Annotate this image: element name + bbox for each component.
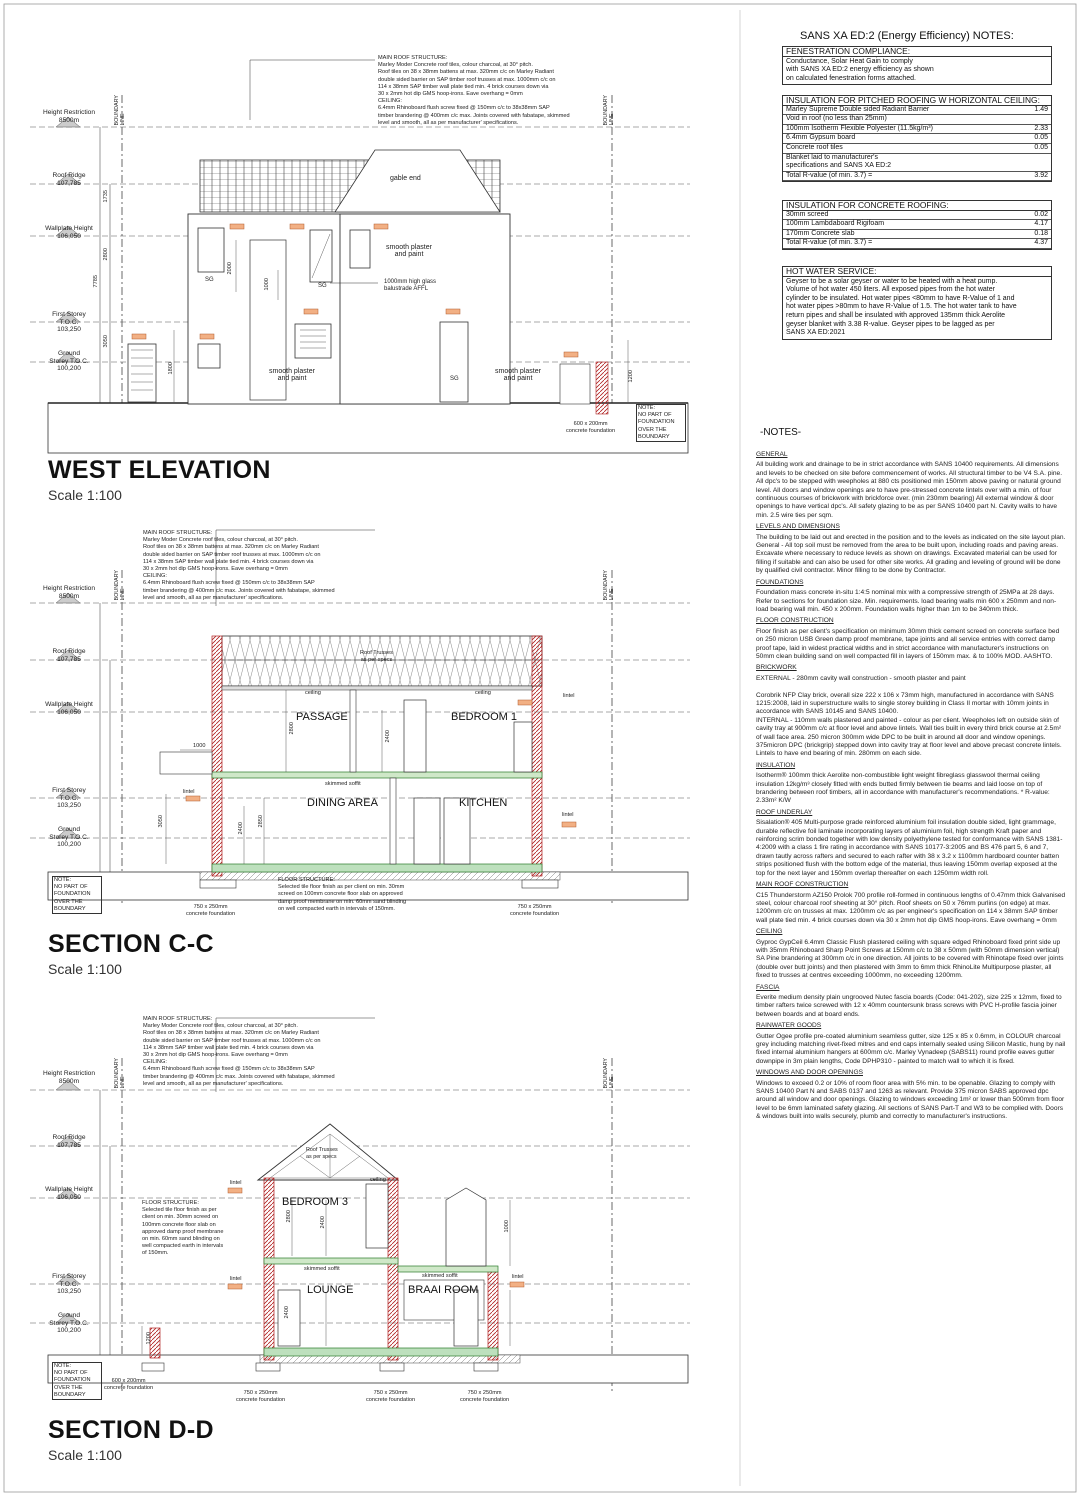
dd-lintel-label-1: lintel	[230, 1180, 242, 1186]
cc-lintel-label-2: lintel	[562, 812, 574, 818]
note-section-heading: RAINWATER GOODS	[756, 1022, 822, 1030]
note-section-text: EXTERNAL - 280mm cavity wall construction - smooth plaster and paint Corobrik NFP Clay brick, overall size 222 x 106 x 73mm high, manufactured in accordance with SANS 1215:2008, laid in superstructure walls to single storey building in Class II mortar with 10mm joints in accordance with SANS 10145 and SANS 10400. INTERNAL - 110mm walls plastered and painted - colour as per client. Weepholes left on outside skin of cavity tray at 900mm c/c at floor level and above lintels. Wall ties built in every third brick course at 2.5m² of wall face area. 250 micron 300mm wide DPC to be built in around all door and window openings. 375micron DPC (brickgrip) stepped down into cavity tray at floor level and above precast concrete lintels. Lintels to have end bearing of min. 280mm on each side.	[756, 674, 1062, 758]
note-section-heading: WINDOWS AND DOOR OPENINGS	[756, 1069, 863, 1077]
west-level-height-restriction: Height Restriction 8500m	[42, 109, 96, 124]
pitched-row	[783, 125, 1051, 135]
section-cc-title: SECTION C-C	[48, 930, 214, 958]
concrete-row	[783, 211, 1051, 221]
concrete-row-label: 170mm Concrete slab	[786, 229, 855, 237]
dd-ceiling-label: ceiling	[370, 1177, 386, 1183]
pitched-row-label: Total R-value (of min. 3.7) =	[786, 171, 873, 179]
cc-foundation-right: 750 x 250mm concrete foundation	[510, 904, 560, 918]
note-section-heading: FOUNDATIONS	[756, 578, 804, 586]
pitched-row-value: 3.92	[1034, 171, 1048, 179]
note-section-text: Sisalation® 405 Multi-purpose grade reinforced aluminium foil insulation double sided, light grammage, durable reflective foil laminate incorporating layers of aluminium foil, high strength Kraft paper and reinforcing scrim bonded together with low density polyethylene tested for conformance with SANS 1381-4:2009 with a class 1 fire rating in accordance with SANS 10177-3:2005 and BS 476 part 5, 6 and 7, drawn tautly across rafters and secured to each rafter with 38 x 3.2 x 1100mm hardboard counter batten strips positioned flush with the bottom edge of the material, thus leaving 150mm overlap exposed at the top for the next layer and 150mm overlap thereafter on each 1250mm width roll.	[756, 819, 1063, 877]
note-section-text: C15 Thunderstorm AZ150 Prolok 700 profile roll-formed in continuous lengths of 0.47mm thick Galvanised steel, colour charcoal roof sheeting at 30° pitch. Roof sheets on 50 x 76mm purlins (on edge) at max. 1200mm c/c on trusses at max. 1200mm c/c as per engineer's specification on 114 x 38mm SAP timber wall plate tied min. 4 brick courses down via 30 x 2mm hot dip GMS hoop-irons. Eave overhang = 0mm	[756, 891, 1066, 924]
cc-dining-label: DINING AREA	[307, 797, 378, 809]
concrete-row	[783, 230, 1051, 240]
west-smooth-plaster-label-3: smooth plaster and paint	[495, 368, 541, 383]
cc-roof-trusses-label: Roof Trusses as per specs	[360, 650, 393, 664]
cc-roof-structure-note: MAIN ROOF STRUCTURE: Marley Moder Concrete roof tiles, colour charcoal, at 30° pitch. Roof tiles on 38 x 38mm battens at max. 320mm c/c on Marley Radiant double sided barrier on SAP timber roof trusses at max. 1000mm c/c on 114 x 38mm SAP timber wall plate tied min. 4 brick courses down via 30 x 2mm hot dip GMS hoop-irons. Eave overhang = 0mm CEILING: 6.4mm Rhinoboard flush screw fixed @ 150mm c/c to 38x38mm SAP timber brandering @ 400mm c/c max. Joints covered with fabatape, skimmed level and smooth, all as per manufacturer' specifications.	[143, 530, 335, 601]
dd-foundation-2: 750 x 250mm concrete foundation	[366, 1390, 416, 1404]
pitched-row-label: Concrete roof tiles	[786, 143, 843, 151]
west-dim-1200: 1200	[628, 370, 634, 383]
dd-bedroom3-label: BEDROOM 3	[282, 1196, 349, 1208]
pitched-row-value: 0.05	[1034, 143, 1048, 151]
note-section-text: Gutter Ogee profile pre-coated aluminium seamless gutter, size 125 x 85 x 0.6mm, in COLOUR charcoal grey including matching rivet-fixed mitres and end caps internally sealed using Silicon Mastic, hung by nail fixed internal aluminium hangers at 600mm c/c. Marley Vynadeep (SABS11) round profile eaves gutter downpipe in 3m plain lengths, Code DPHP310 - painted to match wall to which it is fixed.	[756, 1032, 1066, 1065]
dd-level-wallplate: Wallplate Height 106,050	[45, 1186, 93, 1201]
concrete-title: INSULATION FOR CONCRETE ROOFING:	[783, 201, 1051, 211]
west-level-wallplate: Wallplate Height 106,050	[45, 225, 93, 240]
cc-boundary-left: BOUNDARY LINE	[114, 570, 126, 601]
note-section-text: All building work and drainage to be in strict accordance with SANS 10400 requirements. All dimensions and levels to be checked on site before commencement of works. All structural timber to be V4 S.A. pine. All dpc's to be stepped with weepholes at 880 cts positioned min 150mm above paving or natural ground level. All doors and window openings are to have pre-stressed concrete lintels over with a min. of four continuous courses of brickwork with brickforce over. (min 230mm bearing) All external window & door openings to have vertical dpc's. All safety glazing to be as per SANS 10400 part N. Cavity walls to have min. 2.5 wire ties per sqm.	[756, 461, 1063, 519]
note-section-text: Isotherm® 100mm thick Aerolite non-combustible light weight fibreglass glasswool thermal ceiling insulation 12kg/m³ closely fitted with ends butted firmly between tie beams and laid loose on top of brandering between roof timbers, all in accordance with manufacturer's recommendations. * R-value: 2.33m² K/W	[756, 772, 1050, 805]
cc-bedroom1-label: BEDROOM 1	[451, 711, 518, 723]
dd-skimmed-soffit-label-1: skimmed soffit	[304, 1266, 340, 1272]
west-sg-label-2: SG	[318, 283, 327, 289]
dd-level-height-restriction: Height Restriction 8500m	[42, 1070, 96, 1085]
cc-dim-2800: 2800	[289, 722, 295, 735]
cc-dim-1000: 1000	[193, 743, 206, 749]
note-section-heading: INSULATION	[756, 761, 796, 769]
cc-skimmed-soffit-label: skimmed soffit	[325, 781, 361, 787]
section-cc-scale: Scale 1:100	[48, 961, 122, 977]
cc-boundary-right: BOUNDARY LINE	[603, 570, 615, 601]
fenestration-text: Conductance, Solar Heat Gain to comply with SANS XA ED:2 energy efficiency as shown on calculated fenestration forms attached.	[786, 57, 934, 82]
hot-water-text: Geyser to be a solar geyser or water to be heated with a heat pump. Volume of hot water 450 liters. All exposed pipes from the hot water cylinder to be insulated. Hot water pipes <80mm to have R-Value of 1 and hot water pipes >80mm to have R-Value of 1.5. The hot water tank to have return pipes and shall be insulated with approved 135mm thick Aerolite geyser blanket with 3.38 R-value. Geyser pipes to be lagged as per SANS XA ED:2021	[786, 277, 1017, 337]
west-dim-1000: 1000	[264, 278, 270, 291]
dd-lintel-label-2: lintel	[230, 1276, 242, 1282]
dd-roof-trusses-label: Roof Trusses as per specs	[306, 1147, 338, 1161]
concrete-row-value: 4.37	[1034, 239, 1048, 247]
dd-foundation-3: 750 x 250mm concrete foundation	[460, 1390, 510, 1404]
note-section-text: Floor finish as per client's specification on minimum 30mm thick cement screed on concrete surface bed on 250 micron USB Green damp proof membrane, tape joints and all service entries with correct damp proof tape, laid in widest practical widths and in strict accordance with manufacturer's instructions on 50mm clean building sand on well compacted fill in layers of 150mm max. & to 100% MOD. AASHTO.	[756, 627, 1060, 660]
west-dim-7785: 7785	[93, 275, 99, 288]
dd-braai-room-label: BRAAI ROOM	[408, 1284, 479, 1296]
west-balustrade-label: 1000mm high glass balustrade AFFL	[384, 279, 437, 293]
dd-skimmed-soffit-label-2: skimmed soffit	[422, 1273, 458, 1279]
dd-foundation-small: 600 x 200mm concrete foundation	[104, 1378, 154, 1392]
pitched-row	[783, 154, 1051, 172]
dd-roof-structure-note: MAIN ROOF STRUCTURE: Marley Moder Concrete roof tiles, colour charcoal, at 30° pitch. Roof tiles on 38 x 38mm battens at max. 320mm c/c on Marley Radiant double sided barrier on SAP timber roof trusses at max. 1000mm c/c on 114 x 38mm SAP timber wall plate tied min. 4 brick courses down via 30 x 2mm hot dip GMS hoop-irons. Eave overhang = 0mm CEILING: 6.4mm Rhinoboard flush screw fixed @ 150mm c/c to 38x38mm SAP timber brandering @ 400mm c/c max. Joints covered with fabatape, skimmed level and smooth, all as per manufacturer' specifications.	[143, 1016, 335, 1087]
west-sg-label-1: SG	[205, 277, 214, 283]
note-section-text: Gyproc GypCeil 6.4mm Classic Flush plastered ceiling with square edged Rhinoboard fixed print side up with 35mm Rhinoboard Sharp Point Screws at 150mm c/c to 38 x 50mm (with 50mm dimension vertical) SA Pine brandering at 300mm c/c in one direction. All joints to be covered with Rhinotape fixed over joints (double over butt joints) and then plastered with 3mm to 6mm thick RhinoLite Multipurpose plaster, all fixed to trusses at centres exceeding 1000mm, no exceeding 1200mm.	[756, 938, 1064, 980]
pitched-row-value: 2.33	[1034, 124, 1048, 132]
cc-floor-structure-note: FLOOR STRUCTURE: Selected tile floor finish as per client on min. 30mm screed on 100mm concrete floor slab on approved damp proof membrane on min. 60mm sand blinding on well compacted earth in intervals of 150mm.	[278, 877, 407, 912]
section-dd-scale: Scale 1:100	[48, 1447, 122, 1463]
dd-dim-1000: 1000	[504, 1220, 510, 1233]
section-dd-title: SECTION D-D	[48, 1416, 214, 1444]
cc-dim-2400b: 2400	[238, 822, 244, 835]
pitched-row-value: 0.05	[1034, 134, 1048, 142]
pitched-row-label: Void in roof (no less than 25mm)	[786, 115, 887, 123]
energy-heading: SANS XA ED:2 (Energy Efficiency) NOTES:	[800, 30, 1014, 42]
note-section-heading: CEILING	[756, 928, 783, 936]
cc-passage-label: PASSAGE	[296, 711, 348, 723]
note-section-heading: LEVELS AND DIMENSIONS	[756, 523, 840, 531]
dd-dim-1200: 1200	[146, 1332, 152, 1345]
cc-foundation-left: 750 x 250mm concrete foundation	[186, 904, 236, 918]
pitched-row-label: Marley Supreme Double sided Radiant Barrier	[786, 105, 930, 113]
hot-water-table	[782, 266, 1052, 340]
pitched-row	[783, 134, 1051, 144]
cc-dim-2850: 2850	[258, 815, 264, 828]
dd-level-ground-storey: Ground Storey T.O.C. 100,200	[49, 1312, 89, 1335]
note-section-heading: BRICKWORK	[756, 664, 797, 672]
cc-ceiling-label-1: ceiling	[305, 690, 321, 696]
west-dim-1800: 1800	[168, 362, 174, 375]
cc-lintel-label-1: lintel	[183, 789, 195, 795]
concrete-row-label: Total R-value (of min. 3.7) =	[786, 239, 873, 247]
concrete-row	[783, 239, 1051, 249]
cc-level-height-restriction: Height Restriction 8500m	[42, 585, 96, 600]
concrete-row-value: 0.18	[1034, 229, 1048, 237]
concrete-row-value: 4.17	[1034, 220, 1048, 228]
fenestration-title: FENESTRATION COMPLIANCE:	[783, 47, 1051, 57]
west-level-roof-ridge: Roof Ridge 107,785	[52, 172, 86, 187]
dd-dim-2400b: 2400	[284, 1306, 290, 1319]
west-elevation-title: WEST ELEVATION	[48, 456, 271, 484]
dd-foundation-1: 750 x 250mm concrete foundation	[236, 1390, 286, 1404]
note-section-text: Everite medium density plain ungrooved Nutec fascia boards (Code: 041-202), size 225 x 12mm, fixed to timber rafters twice screwed with 12 x 40mm countersunk brass screws with PVC H-profile fascia joiner between boards and at board ends.	[756, 993, 1062, 1018]
west-dim-1735: 1735	[103, 190, 109, 203]
west-dim-2000: 2000	[227, 262, 233, 275]
dd-dim-2800: 2800	[286, 1210, 292, 1223]
note-section-heading: FASCIA	[756, 983, 780, 991]
west-boundary-left: BOUNDARY LINE	[114, 95, 126, 126]
cc-level-roof-ridge: Roof Ridge 107,785	[52, 648, 86, 663]
pitched-row-value	[1008, 115, 1048, 124]
cc-level-first-storey: First Storey T.O.C. 103,250	[52, 787, 86, 810]
pitched-row-value	[1008, 154, 1048, 171]
note-section-text: Windows to exceed 0.2 or 10% of room floor area with 5% min. to be openable. Glazing to comply with SANS 10400 Part N and SABS 0137 and 1263 as relevant. Provide 375 micron SABS approved dpc around all window and door openings. Glazing to windows exceeding 1m² or lower than 500mm from floor level to be 6mm laminated safety glazing. All sections of SANS Part-T and W3 to be complied with. Doors & windows built into walls securely, plumb and correctly to manufacturer's instructions.	[756, 1079, 1065, 1121]
concrete-row-label: 100mm Lambdaboard Rigifoam	[786, 220, 885, 228]
dd-dim-2400a: 2400	[320, 1216, 326, 1229]
dd-boundary-right: BOUNDARY LINE	[603, 1058, 615, 1089]
west-level-first-storey: First Storey T.O.C. 103,250	[52, 311, 86, 334]
pitched-title: INSULATION FOR PITCHED ROOFING W HORIZONTAL CEILING:	[783, 96, 1051, 106]
concrete-row-label: 30mm screed	[786, 210, 829, 218]
cc-lintel-label-3: lintel	[563, 693, 575, 699]
west-smooth-plaster-label: smooth plaster and paint	[386, 244, 432, 259]
concrete-roof-table	[782, 200, 1052, 250]
west-foundation-label: 600 x 200mm concrete foundation	[566, 421, 616, 435]
pitched-row-label: Blanket laid to manufacturer's specifications and SANS XA ED:2	[786, 153, 892, 170]
cc-level-wallplate: Wallplate Height 106,050	[45, 701, 93, 716]
west-dim-3050: 3050	[103, 335, 109, 348]
fenestration-table	[782, 46, 1052, 85]
west-level-ground-storey: Ground Storey T.O.C. 100,200	[49, 350, 89, 373]
pitched-row-label: 6.4mm Gypsum board	[786, 134, 856, 142]
notes-column	[756, 448, 1066, 1125]
note-section-text: Foundation mass concrete in-situ 1:4:5 nominal mix with a compressive strength of 25MPa at 28 days. Refer to sections for foundation size. Min. requirements. load bearing walls min 600 x 250mm and non-load bearing wall min. 450 x 200mm. Foundation walls higher than 1m to be 340mm thick.	[756, 589, 1057, 613]
note-section-text: The building to be laid out and erected in the position and to the levels as indicated on the site layout plan. General - All top soil must be removed from the area to be built upon, including roads and paving areas. Excavate where necessary to reduce levels as shown on drawings. Excavated material can be used for filling if suitable and can also be used for other site works. All grading and leveling of ground will be done by qualified civil contractor. Minor filling to be done by Contractor.	[756, 533, 1066, 575]
dd-lintel-label-3: lintel	[512, 1274, 524, 1280]
west-elevation-scale: Scale 1:100	[48, 487, 122, 503]
pitched-roof-table	[782, 95, 1052, 182]
west-sg-label-3: SG	[450, 376, 459, 382]
cc-ceiling-label-2: ceiling	[475, 690, 491, 696]
cc-dim-3050: 3050	[158, 815, 164, 828]
dd-level-first-storey: First Storey T.O.C. 103,250	[52, 1273, 86, 1296]
west-roof-structure-note: MAIN ROOF STRUCTURE: Marley Moder Concrete roof tiles, colour charcoal, at 30° pitch. Roof tiles on 38 x 38mm battens at max. 320mm c/c on Marley Radiant double sided barrier on SAP timber roof trusses at max. 1000mm c/c on 114 x 38mm SAP timber wall plate tied min. 4 brick courses down via 30 x 2mm hot dip GMS hoop-irons. Eave overhang = 0mm CEILING: 6.4mm Rhinoboard flush screw fixed @ 150mm c/c to 38x38mm SAP timber brandering @ 400mm c/c max. Joints covered with fabatape, skimmed level and smooth, all as per manufacturer' specifications.	[378, 55, 570, 126]
concrete-row-value: 0.02	[1034, 210, 1048, 218]
dd-level-roof-ridge: Roof Ridge 107,785	[52, 1134, 86, 1149]
pitched-row	[783, 172, 1051, 182]
note-section-heading: GENERAL	[756, 451, 788, 458]
pitched-row-label: 100mm Isotherm Flexible Polyester (11.5kg/m³)	[786, 124, 933, 132]
dd-no-part-note: NOTE: NO PART OF FOUNDATION OVER THE BOUNDARY	[52, 1362, 102, 1400]
hot-water-title: HOT WATER SERVICE:	[783, 267, 1051, 277]
dd-lounge-label: LOUNGE	[307, 1284, 354, 1296]
cc-level-ground-storey: Ground Storey T.O.C. 100,200	[49, 826, 89, 849]
pitched-row	[783, 115, 1051, 125]
concrete-row	[783, 220, 1051, 230]
west-gable-end-label: gable end	[390, 175, 421, 182]
west-smooth-plaster-label-2: smooth plaster and paint	[269, 368, 315, 383]
west-boundary-right: BOUNDARY LINE	[603, 95, 615, 126]
dd-floor-structure-note: FLOOR STRUCTURE: Selected tile floor finish as per client on min. 30mm screed on 100mm concrete floor slab on approved damp proof membrane on min. 60mm sand blinding on well compacted earth in intervals of 150mm.	[142, 1200, 224, 1257]
cc-kitchen-label: KITCHEN	[459, 797, 508, 809]
notes-heading: -NOTES-	[760, 427, 802, 438]
west-no-part-note: NOTE: NO PART OF FOUNDATION OVER THE BOUNDARY	[636, 404, 686, 442]
west-dim-2800: 2800	[103, 248, 109, 261]
pitched-row-value: 1.49	[1034, 105, 1048, 113]
pitched-row	[783, 144, 1051, 154]
note-section-heading: ROOF UNDERLAY	[756, 808, 813, 816]
cc-dim-2400a: 2400	[385, 730, 391, 743]
cc-no-part-note: NOTE: NO PART OF FOUNDATION OVER THE BOUNDARY	[52, 876, 102, 914]
note-section-heading: FLOOR CONSTRUCTION	[756, 617, 834, 625]
dd-boundary-left: BOUNDARY LINE	[114, 1058, 126, 1089]
note-section-heading: MAIN ROOF CONSTRUCTION	[756, 881, 849, 889]
pitched-row	[783, 106, 1051, 116]
